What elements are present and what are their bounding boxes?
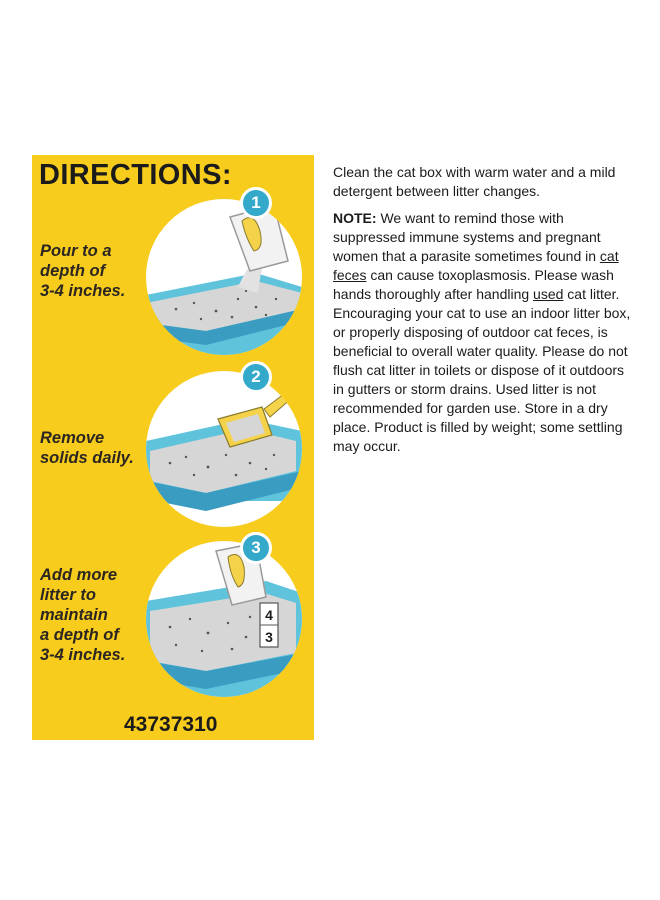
- directions-panel: [32, 155, 314, 740]
- cat-feces-underlined: cat feces: [333, 248, 619, 283]
- step-2-line: Remove: [40, 429, 105, 447]
- note-label: NOTE:: [333, 210, 377, 226]
- refill-litter-illustration: [146, 541, 302, 697]
- step-2-text: [40, 428, 134, 468]
- scoop-solids-illustration: [146, 371, 302, 527]
- gauge-mark-4: 4: [265, 607, 273, 623]
- step-3-line: a depth of: [40, 626, 119, 644]
- step-1-line: depth of: [40, 262, 106, 280]
- step-2-badge: 2: [240, 361, 272, 393]
- step-3-badge: 3: [240, 532, 272, 564]
- note-paragraph: [333, 209, 633, 456]
- step-3-line: Add more: [40, 566, 118, 584]
- step-1-text: [40, 241, 125, 301]
- note-text: We want to remind those with suppressed immune systems and pregnant women that a parasite sometimes found in: [333, 210, 601, 264]
- step-3-line: 3-4 inches.: [40, 646, 126, 664]
- step-2-illustration: [146, 371, 302, 527]
- gauge-mark-3: 3: [265, 629, 273, 645]
- cleaning-paragraph: Clean the cat box with warm water and a mild detergent between litter changes.: [333, 164, 616, 199]
- step-3-line: maintain: [40, 606, 108, 624]
- used-underlined: used: [533, 286, 564, 302]
- step-3-text: [40, 565, 125, 665]
- pour-litter-illustration: [146, 199, 302, 355]
- step-2-line: solids daily.: [40, 449, 134, 467]
- step-1-line: 3-4 inches.: [40, 282, 126, 300]
- step-1-line: Pour to a: [40, 242, 112, 260]
- product-code: 43737310: [124, 713, 218, 736]
- step-3-line: litter to: [40, 586, 96, 604]
- step-1-illustration: [146, 199, 302, 355]
- note-text: can cause toxoplasmosis. Please wash hands thoroughly after handling: [333, 267, 614, 302]
- instructions-text: [333, 163, 633, 464]
- note-text: cat litter. Encouraging your cat to use an indoor litter box, or properly disposing of outdoor cat feces, is beneficial to overall water quality. Please do not flush cat litter in toilets or dispose of it outdoors in gutters or storm drains. Used litter is not recommended for garden use. Store in a dry place. Product is filled by weight; some settling may occur.: [333, 286, 631, 454]
- directions-title: DIRECTIONS:: [39, 159, 232, 191]
- step-3-illustration: [146, 541, 302, 697]
- step-1-badge: 1: [240, 187, 272, 219]
